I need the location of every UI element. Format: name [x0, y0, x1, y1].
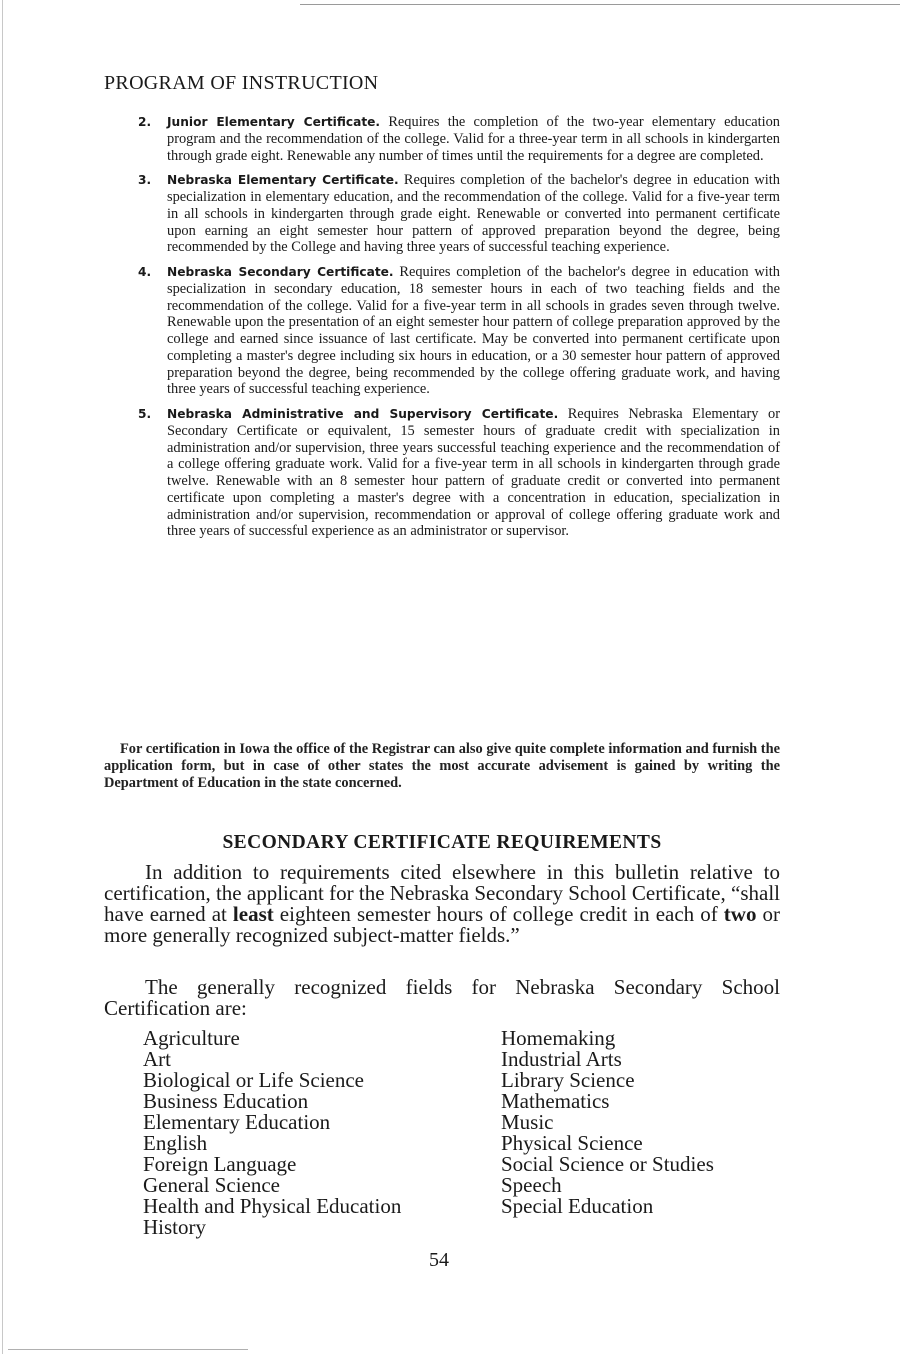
- field-item: Library Science: [501, 1068, 635, 1092]
- field-item: Business Education: [143, 1089, 309, 1113]
- certificate-item-3: [136, 172, 780, 256]
- intro-text-end: or more generally recognized subject-matter fields.”: [104, 902, 781, 947]
- field-item: Speech: [501, 1173, 562, 1197]
- field-item: Physical Science: [501, 1131, 643, 1155]
- certificate-number: 5.: [138, 407, 152, 421]
- field-item: Music: [501, 1110, 554, 1134]
- field-item: Art: [143, 1047, 171, 1071]
- certificate-item-2: [136, 114, 780, 164]
- field-item: Elementary Education: [143, 1110, 331, 1134]
- fields-intro-paragraph: The generally recognized fields for Nebraska Secondary School Certification are:: [104, 975, 780, 1020]
- intro-emphasis-least: least: [232, 902, 274, 926]
- intro-paragraph: [104, 862, 780, 946]
- field-item: Social Science or Studies: [501, 1152, 714, 1176]
- field-item: General Science: [143, 1173, 281, 1197]
- iowa-certification-note: For certification in Iowa the office of the Registrar can also give quite complete information and furnish the application form, but in case of other states the most accurate advisement is gained by writing the Department of Education in the state concerned.: [104, 741, 780, 791]
- page-number: 54: [429, 1249, 449, 1271]
- certificate-name: Junior Elementary Certificate.: [167, 115, 381, 129]
- field-item: Foreign Language: [143, 1152, 297, 1176]
- field-item: Mathematics: [501, 1089, 610, 1113]
- certificate-number: 3.: [138, 173, 152, 188]
- field-item: Industrial Arts: [501, 1047, 622, 1071]
- field-item: English: [143, 1131, 208, 1155]
- field-item: Biological or Life Science: [143, 1068, 365, 1092]
- certificate-name: Nebraska Administrative and Supervisory Certificate.: [167, 407, 559, 421]
- left-page-edge: [2, 0, 3, 1354]
- certificate-list: [136, 114, 780, 548]
- certificate-number: 4.: [138, 265, 152, 279]
- certificate-text: Requires completion of the bachelor's degree in education with specialization in secondary education, 18 semester hours in each of two teaching fields and the recommendation of the college. Valid for a five-year term in all schools in grades seven through twelve. Renewable upon the presentation of an eight semester hour pattern of college preparation approved by the college and earned since issuance of last certificate. May be converted into permanent certificate upon completing a master's degree including six hours in education, or a 30 semester hour pattern of approved preparation beyond the degree, being recommended by the college offering graduate work, and having three years of successful teaching experience.: [167, 264, 780, 398]
- certificate-text: Requires the completion of the two-year elementary education program and the recommendation of the college. Valid for a three-year term in all schools in kindergarten through grade eight. Renewable any number of times until the requirements for a degree are completed.: [167, 114, 781, 164]
- certificate-item-4: [136, 264, 780, 398]
- certificate-item-5: [136, 406, 780, 540]
- field-item: Health and Physical Education: [143, 1194, 402, 1218]
- top-page-rule: [300, 4, 900, 5]
- field-item: Homemaking: [501, 1026, 616, 1050]
- section-heading: SECONDARY CERTIFICATE REQUIREMENTS: [222, 832, 662, 853]
- certificate-name: Nebraska Secondary Certificate.: [167, 265, 394, 279]
- bottom-page-rule: [8, 1349, 248, 1350]
- certificate-text: Requires Nebraska Elementary or Secondary Certificate or equivalent, 15 semester hours of graduate credit with specialization in administration and/or supervision, three years successful teaching experience and the recommendation of a college offering graduate work. Valid for a five-year term in all schools in kindergarten through grade twelve. Renewable with an 8 semester hour pattern of graduate credit or converted into permanent certificate upon completing a master's degree with a concentration in education, specialization in administration and/or supervision, recommendation or approval of college offering graduate work and three years of successful experience as an administrator or supervisor.: [167, 406, 780, 540]
- fields-list-left: [143, 1028, 401, 1238]
- intro-text-start: In addition to requirements cited elsewhere in this bulletin relative to certification, the applicant for the Nebraska Secondary School Certificate, “shall have earned at: [104, 860, 780, 926]
- fields-list-right: [501, 1028, 714, 1217]
- field-item: Agriculture: [143, 1026, 240, 1050]
- intro-text-middle: eighteen semester hours of college credit in each of: [273, 902, 724, 926]
- field-item: Special Education: [501, 1194, 654, 1218]
- certificate-text: Requires completion of the bachelor's degree in education with specialization in elementary education, and the recommendation of the college. Valid for a five-year term in all schools in kindergarten through grade eight. Renewable or converted into permanent certificate upon earning an eight semester hour pattern of approved preparation beyond the degree, being recommended by the College and having three years of successful teaching experience.: [167, 172, 780, 256]
- certificate-name: Nebraska Elementary Certificate.: [167, 173, 399, 188]
- running-head: PROGRAM OF INSTRUCTION: [104, 72, 379, 94]
- intro-emphasis-two: two: [723, 902, 757, 926]
- certificate-number: 2.: [138, 115, 152, 129]
- field-item: History: [143, 1215, 206, 1239]
